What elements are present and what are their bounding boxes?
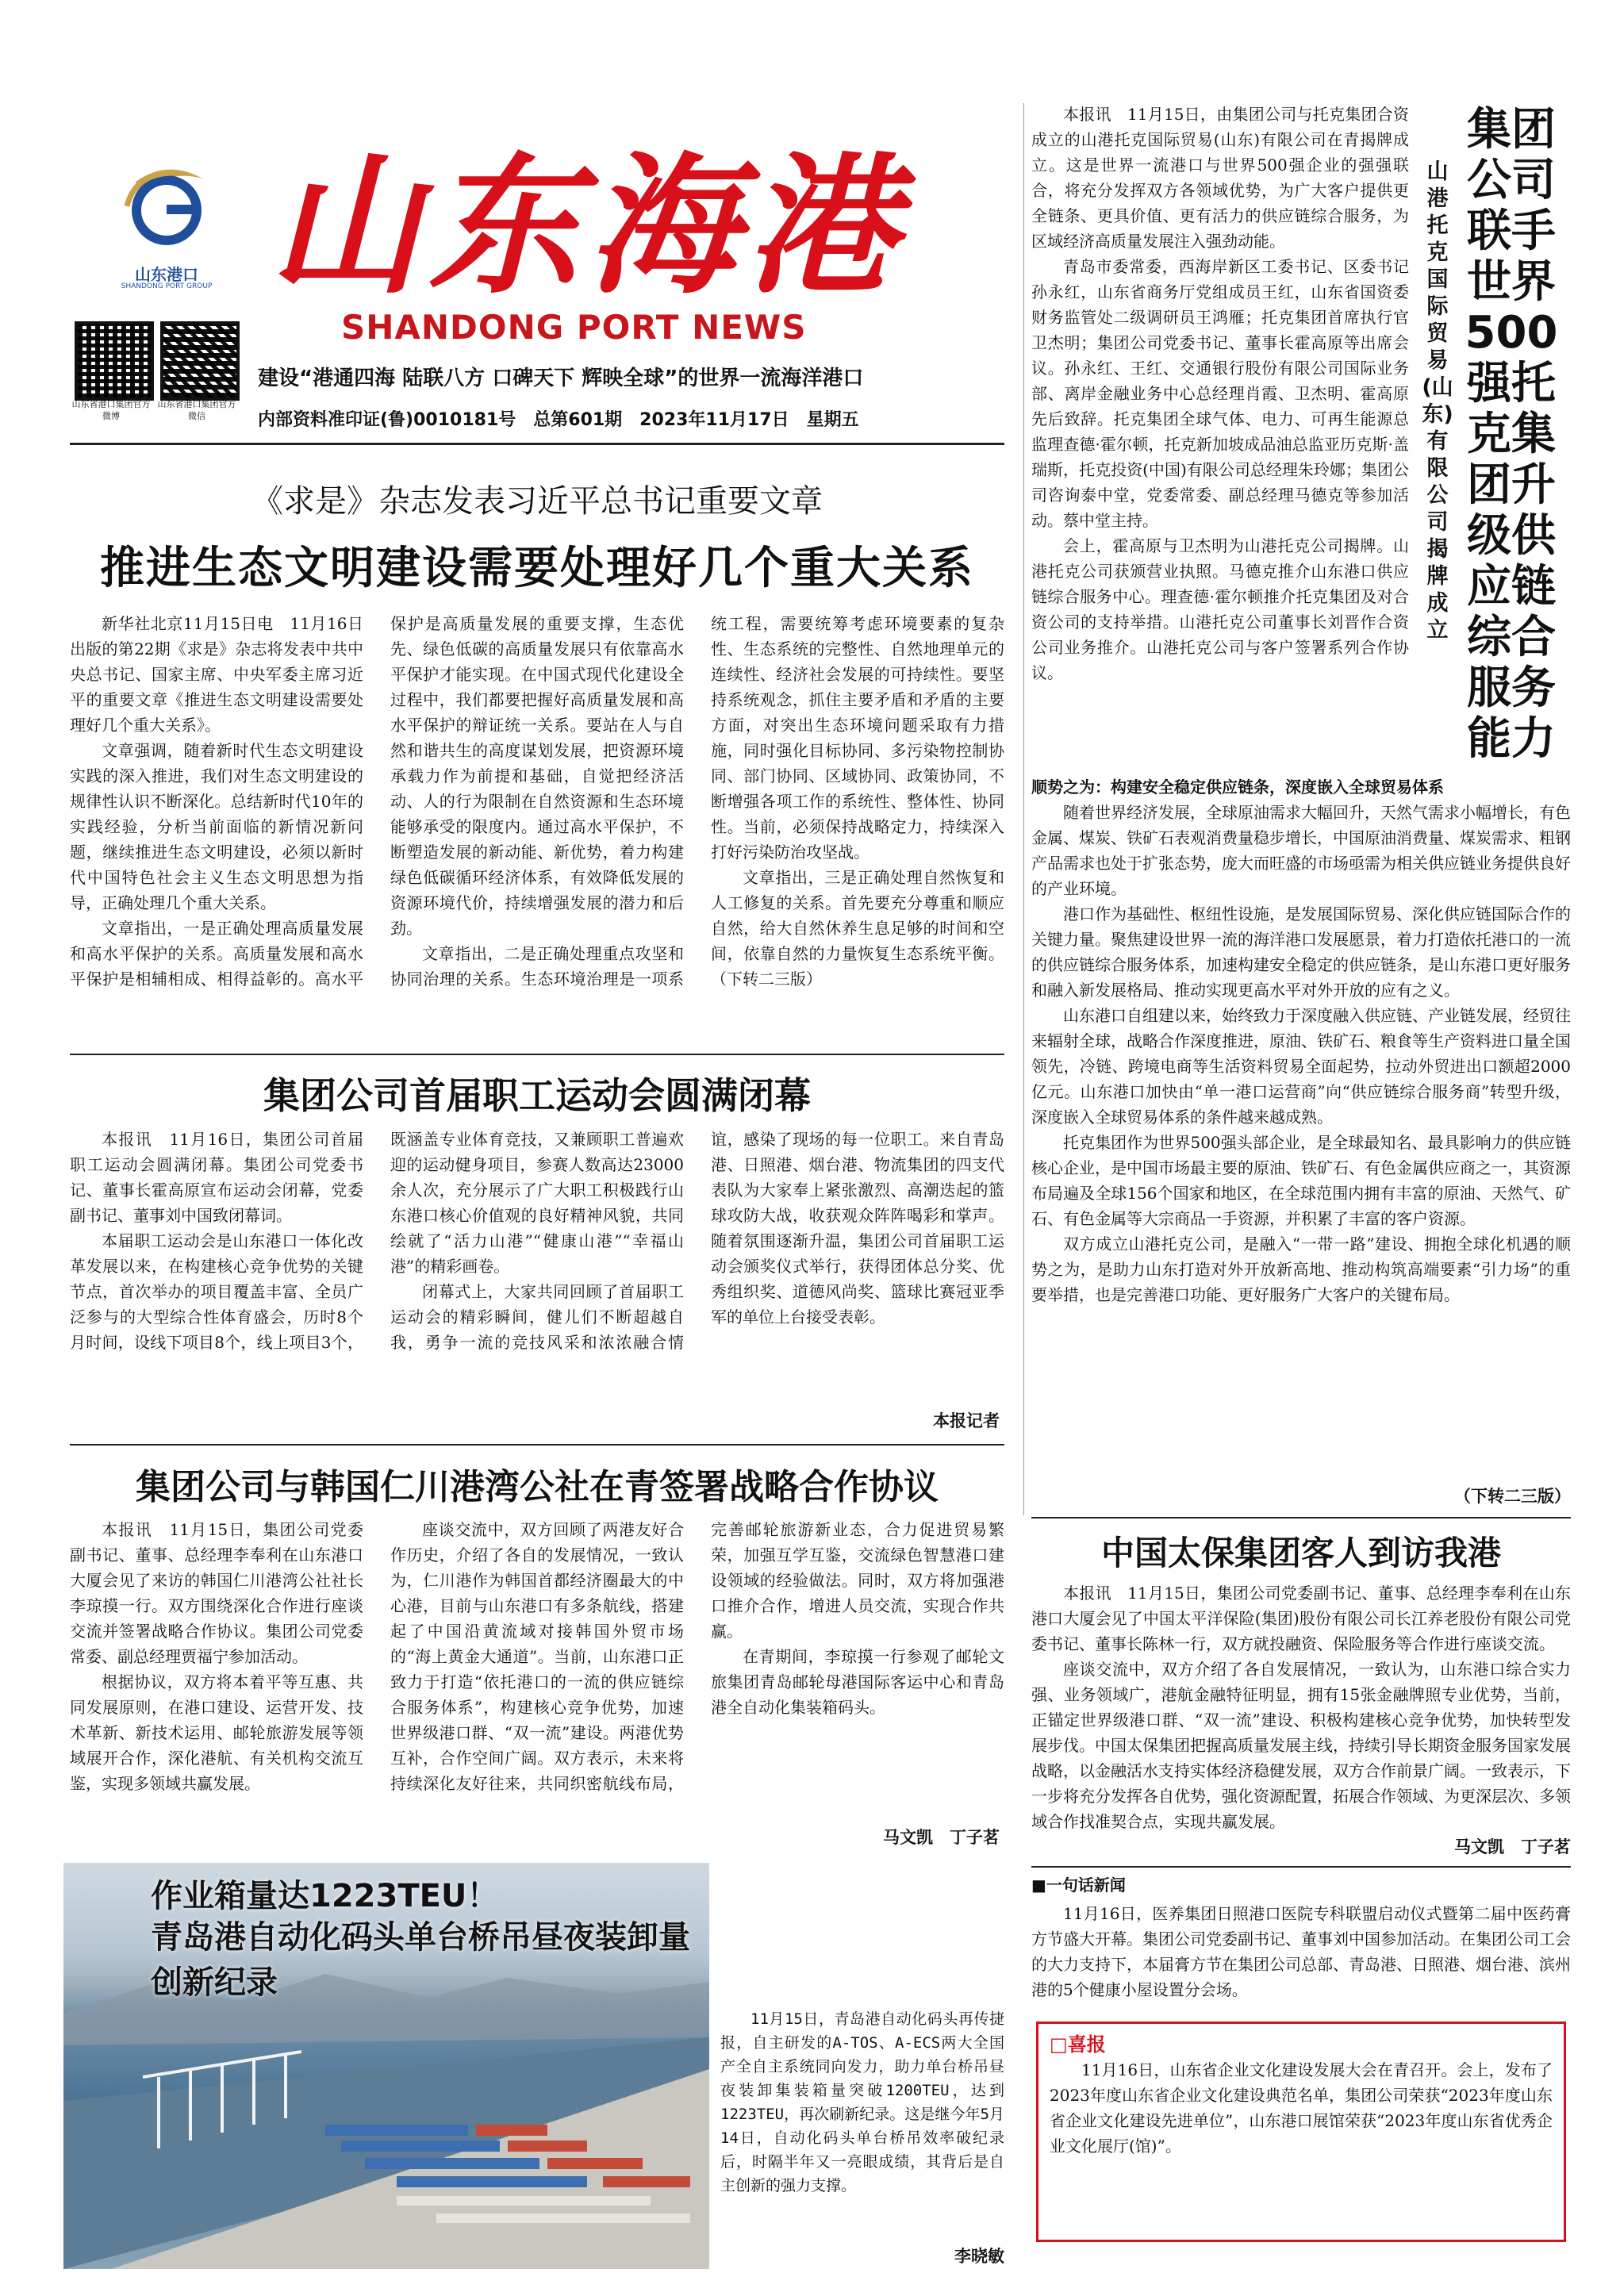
games-paragraph: 本报讯 11月16日，集团公司首届职工运动会圆满闭幕。集团公司党委书记、董事长霍高原宣布运动会闭幕，党委副书记、董事刘中国致闭幕词。 xyxy=(70,1130,363,1225)
korea-paragraph: 根据协议，双方将本着平等互惠、共同发展原则，在港口建设、运营开发、技术革新、新技术运用、邮轮旅游发展等领域展开合作，深化港航、有关机构交流互鉴，实现多领域共赢发展。 xyxy=(70,1672,363,1793)
masthead-english: SHANDONG PORT NEWS xyxy=(341,308,807,347)
logo xyxy=(103,151,230,270)
photo-caption: 11月15日，青岛港自动化码头再传捷报，自主研发的A-TOS、A-ECS两大全国产全自主系统同向发力，助力单台桥吊昼夜装卸集装箱量突破1200TEU，达到1223TEU，再次刷新纪录。这是继今年5月14日，自动化码头单台桥吊效率破纪录后，时隔半年又一亮眼成绩，其背后是自主创新的强力支撑。 xyxy=(720,2010,1004,2194)
korea-byline: 马文凯 丁子茗 xyxy=(883,1828,1000,1847)
good-news-box xyxy=(1036,2021,1566,2242)
tuoke-paragraph: 随着世界经济发展，全球原油需求大幅回升，天然气需求小幅增长，有色金属、煤炭、铁矿石表观消费量稳步增长，中国原油消费量、煤炭需求、粗钢产品需求也处于扩张态势，庞大而旺盛的市场亟需为相关供应链业务提供良好的产业环境。 xyxy=(1031,803,1571,898)
games-byline: 本报记者 xyxy=(933,1411,1000,1430)
cpic-byline: 马文凯 丁子茗 xyxy=(1454,1837,1571,1856)
qr-code-weibo[interactable] xyxy=(75,321,154,401)
brief-paragraph: 11月16日，医养集团日照港口医院专科联盟启动仪式暨第二届中医药膏方节盛大开幕。集团公司党委副书记、董事刘中国参加活动。在集团公司工会的大力支持下，本届膏方节在集团公司总部、青岛港、日照港、烟台港、滨州港的5个健康小屋设置分会场。 xyxy=(1031,1904,1571,1999)
square-bullet-icon: ■ xyxy=(1031,1876,1046,1895)
photo-byline: 李晓敏 xyxy=(954,2247,1004,2266)
tuoke-paragraph: 会上，霍高原与卫杰明为山港托克公司揭牌。山港托克公司获颁营业执照。马德克推介山东港口供应链综合服务中心。理查德·霍尔顿推介托克集团及对合资公司的支持举措。山港托克公司董事长刘晋作合资公司业务推介。山港托克公司与客户签署系列合作协议。 xyxy=(1031,536,1409,682)
korea-body xyxy=(70,1517,1004,1822)
lead-body xyxy=(70,611,1004,1046)
divider xyxy=(70,1444,1004,1446)
column-divider xyxy=(1023,103,1024,1515)
masthead-meta: 内部资料准印证(鲁)0010181号 总第601期 2023年11月17日 星期五 xyxy=(258,410,859,430)
photo-title-1: 作业箱量达1223TEU！ xyxy=(151,1878,499,1914)
lead-headline: 推进生态文明建设需要处理好几个重大关系 xyxy=(100,543,974,594)
good-news-label xyxy=(1050,2032,1553,2057)
tuoke-paragraph: 山东港口自组建以来，始终致力于深度融入供应链、产业链发展，经贸往来辐射全球，战略合作深度推进，原油、铁矿石、粮食等生产资料进口量全国领先，冷链、跨境电商等生活资料贸易全面起势，拉动外贸进出口额超2000亿元。山东港口加快由“单一港口运营商”向“供应链综合服务商”转型升级，深度嵌入全球贸易体系的条件越来越成熟。 xyxy=(1031,1006,1571,1127)
lead-paragraph: 文章指出，二是正确处理重点攻坚和协同治理的关系。生态环境治理是一项系统工程，需要统筹考虑环境要素的复杂性、生态系统的完整性、自然地理单元的连续性、经济社会发展的可持续性。要坚持系统观念，抓住主要矛盾和矛盾的主要方面，对突出生态环境问题采取有力措施，同时强化目标协同、多污染物控制协同、部门协同、区域协同、政策协同，不断增强各项工作的系统性、整体性、协同性。当前，必须保持战略定力，持续深入打好污染防治攻坚战。 xyxy=(390,614,1004,989)
qr-caption-wechat: 山东省港口集团官方微信 xyxy=(157,399,236,421)
cpic-paragraph: 座谈交流中，双方介绍了各自发展情况，一致认为，山东港口综合实力强、业务领域广，港航金融特征明显，拥有15张金融牌照专业优势，当前，正锚定世界级港口群、“双一流”建设、积极构建核心竞争优势，加快转型发展步伐。中国太保集团把握高质量发展主线，持续引导长期资金服务国家发展战略，以金融活水支持实体经济稳健发展，双方合作前景广阔。一致表示，下一步将充分发挥各自优势，强化资源配置，拓展合作领域、为更深层次、多领域合作找准契合点，实现共赢发展。 xyxy=(1031,1660,1571,1831)
tuoke-paragraph: 托克集团作为世界500强头部企业，是全球最知名、最具影响力的供应链核心企业，是中国市场最主要的原油、铁矿石、有色金属供应商之一，其资源布局遍及全球156个国家和地区，在全球范围内拥有丰富的原油、天然气、矿石、有色金属等大宗商品一手资源，并积累了丰富的客户资源。 xyxy=(1031,1133,1571,1228)
divider xyxy=(1031,1517,1571,1519)
divider xyxy=(1031,1866,1571,1868)
masthead-rule xyxy=(70,443,1004,445)
tuoke-paragraph: 港口作为基础性、枢纽性设施，是发展国际贸易、深化供应链国际合作的关键力量。聚焦建设世界一流的海洋港口发展愿景，着力打造依托港口的一流的供应链综合服务体系，加速构建安全稳定的供应链条，是山东港口更好服务和融入新发展格局、推动实现更高水平对外开放的应有之义。 xyxy=(1031,904,1571,1000)
tuoke-body-top xyxy=(1031,102,1409,768)
cpic-headline: 中国太保集团客人到访我港 xyxy=(1100,1534,1501,1572)
divider xyxy=(70,1054,1004,1055)
tuoke-paragraph: 青岛市委常委，西海岸新区工委书记、区委书记孙永红，山东省商务厅党组成员王红，山东省国资委财务监管处二级调研员王鸿雁；托克集团首席执行官卫杰明；集团公司党委书记、董事长霍高原等出席会议。孙永红、王红、交通银行股份有限公司国际业务部、离岸金融业务中心总经理肖霞、卫杰明、霍高原先后致辞。托克集团全球气体、电力、可再生能源总监理查德·霍尔顿，托克新加坡成品油总监亚历克斯·盖瑞斯，托克投资(中国)有限公司总经理朱玲娜；集团公司咨询泰中堂，党委常委、副总经理马德克等参加活动。蔡中堂主持。 xyxy=(1031,257,1409,530)
lead-paragraph: 文章指出，三是正确处理自然恢复和人工修复的关系。首先要充分尊重和顺应自然，给大自然休养生息足够的时间和空间，依靠自然的力量恢复生态系统平衡。（下转二三版） xyxy=(711,868,1004,989)
korea-paragraph: 在青期间，李琼摸一行参观了邮轮文旅集团青岛邮轮母港国际客运中心和青岛港全自动化集装箱码头。 xyxy=(711,1647,1004,1717)
red-square-icon: □ xyxy=(1050,2033,1068,2056)
lead-paragraph: 文章强调，随着新时代生态文明建设实践的深入推进，我们对生态文明建设的规律性认识不断深化。总结新时代10年的实践经验，分析当前面临的新情况新问题，继续推进生态文明建设，必须以新时代中国特色社会主义生态文明思想为指导，正确处理几个重大关系。 xyxy=(70,741,363,912)
good-news-body xyxy=(1050,2057,1553,2159)
cpic-body xyxy=(1031,1580,1571,1833)
qr-caption-weibo: 山东省港口集团官方微博 xyxy=(71,399,151,421)
tuoke-jump: （下转二三版） xyxy=(1454,1487,1571,1506)
lead-kicker: 《求是》杂志发表习近平总书记重要文章 xyxy=(251,483,823,520)
shandong-port-logo-icon xyxy=(103,151,230,270)
brief-body xyxy=(1031,1901,1571,2002)
logo-subcaption: SHANDONG PORT GROUP xyxy=(121,282,213,290)
cpic-paragraph: 本报讯 11月15日，集团公司党委副书记、董事、总经理李奉利在山东港口大厦会见了中国太平洋保险(集团)股份有限公司长江养老股份有限公司党委书记、董事长陈林一行，双方就投融资、保险服务等合作进行座谈交流。 xyxy=(1031,1584,1571,1653)
games-body xyxy=(70,1127,1004,1431)
tuoke-subhead: 山港托克国际贸易(山东)有限公司揭牌成立 xyxy=(1422,159,1453,643)
brief-label xyxy=(1031,1872,1269,1895)
games-paragraph: 闭幕式上，大家共同回顾了首届职工运动会的精彩瞬间，健儿们不断超越自我，勇争一流的竞技风采和浓浓融合情谊，感染了现场的每一位职工。来自青岛港、日照港、烟台港、物流集团的四支代表队为大家奉上紧张激烈、高潮迭起的篮球攻防大战，收获观众阵阵喝彩和掌声。随着氛围逐渐升温，集团公司首届职工运动会颁奖仪式举行，获得团体总分奖、优秀组织奖、道德风尚奖、篮球比赛冠亚季军的单位上台接受表彰。 xyxy=(390,1130,1004,1352)
masthead-slogan: 建设“港通四海 陆联八方 口碑天下 辉映全球”的世界一流海洋港口 xyxy=(258,367,864,390)
qr-code-wechat[interactable] xyxy=(160,321,240,401)
korea-paragraph: 座谈交流中，双方回顾了两港友好合作历史，介绍了各自的发展情况，一致认为，仁川港作为韩国首都经济圈最大的中心港，目前与山东港口有多条航线，搭建起了中国沿黄流域对接韩国外贸市场的“海上黄金大通道”。当前，山东港口正致力于打造“依托港口的一流的供应链综合服务体系”，构建核心竞争优势，加速世界级港口群、“双一流”建设。两港优势互补，合作空间广阔。双方表示，未来将持续深化友好往来，共同织密航线布局，完善邮轮旅游新业态，合力促进贸易繁荣，加强互学互鉴，交流绿色智慧港口建设领域的经验做法。同时，双方将加强港口推介合作，增进人员交流，实现合作共赢。 xyxy=(390,1520,1004,1793)
logo-caption: 山东港口 xyxy=(135,265,198,284)
tuoke-headline: 集团公司联手世界500强托克集团升级供应链综合服务能力 xyxy=(1465,104,1558,765)
tuoke-body-bottom xyxy=(1031,800,1571,1485)
good-news-label-text: 喜报 xyxy=(1067,2033,1106,2056)
brief-label-text: 一句话新闻 xyxy=(1046,1876,1126,1895)
korea-paragraph: 本报讯 11月15日，集团公司党委副书记、董事、总经理李奉利在山东港口大厦会见了来访的韩国仁川港湾公社社长李琼摸一行。双方围绕深化合作进行座谈交流并签署战略合作协议。集团公司党委常委、副总经理贾福宁参加活动。 xyxy=(70,1520,363,1666)
tuoke-section-heading: 顺势之为：构建安全稳定供应链条，深度嵌入全球贸易体系 xyxy=(1031,777,1444,797)
masthead-title: 山东海港 xyxy=(270,137,905,314)
korea-headline: 集团公司与韩国仁川港湾公社在青签署战略合作协议 xyxy=(136,1467,939,1507)
lead-paragraph: 文章指出，一是正确处理高质量发展和高水平保护的关系。高质量发展和高水平保护是相辅相成、相得益彰的。高水平保护是高质量发展的重要支撑，生态优先、绿色低碳的高质量发展只有依靠高水平保护才能实现。在中国式现代化建设全过程中，我们都要把握好高质量发展和高水平保护的辩证统一关系。要站在人与自然和谐共生的高度谋划发展，把资源环境承载力作为前提和基础，自觉把经济活动、人的行为限制在自然资源和生态环境能够承受的限度内。通过高水平保护，不断塑造发展的新动能、新优势，着力构建绿色低碳循环经济体系，有效降低发展的资源环境代价，持续增强发展的潜力和后劲。 xyxy=(70,614,684,989)
games-paragraph: 本届职工运动会是山东港口一体化改革发展以来，在构建核心竞争优势的关键节点，首次举办的项目覆盖丰富、全员广泛参与的大型综合性体育盛会，历时8个月时间，设线下项目8个，线上项目3个，既涵盖专业体育竞技，又兼顾职工普遍欢迎的运动健身项目，参赛人数高达23000余人次，充分展示了广大职工积极践行山东港口核心价值观的良好精神风貌，共同绘就了“活力山港”“健康山港”“幸福山港”的精彩画卷。 xyxy=(70,1130,684,1352)
games-headline: 集团公司首届职工运动会圆满闭幕 xyxy=(263,1074,811,1117)
tuoke-paragraph: 本报讯 11月15日，由集团公司与托克集团合资成立的山港托克国际贸易(山东)有限公司在青揭牌成立。这是世界一流港口与世界500强企业的强强联合，将充分发挥双方各领域优势，为广大客户提供更全链条、更具价值、更有活力的供应链综合服务，为区域经济高质量发展注入强劲动能。 xyxy=(1031,105,1409,251)
good-news-paragraph: 11月16日，山东省企业文化建设发展大会在青召开。会上，发布了2023年度山东省企业文化建设典范名单，集团公司荣获“2023年度山东省企业文化建设先进单位”，山东港口展馆荣获“2023年度山东省优秀企业文化展厅(馆)”。 xyxy=(1050,2060,1553,2156)
photo-title-2: 青岛港自动化码头单台桥吊昼夜装卸量创新纪录 xyxy=(151,1919,690,2001)
lead-paragraph: 新华社北京11月15日电 11月16日出版的第22期《求是》杂志将发表中共中央总书记、国家主席、中央军委主席习近平的重要文章《推进生态文明建设需要处理好几个重大关系》。 xyxy=(70,614,363,735)
tuoke-paragraph: 双方成立山港托克公司，是融入“一带一路”建设、拥抱全球化机遇的顺势之为，是助力山东打造对外开放新高地、推动构筑高端要素“引力场”的重要举措，也是完善港口功能、更好服务广大客户的关键布局。 xyxy=(1031,1234,1571,1304)
